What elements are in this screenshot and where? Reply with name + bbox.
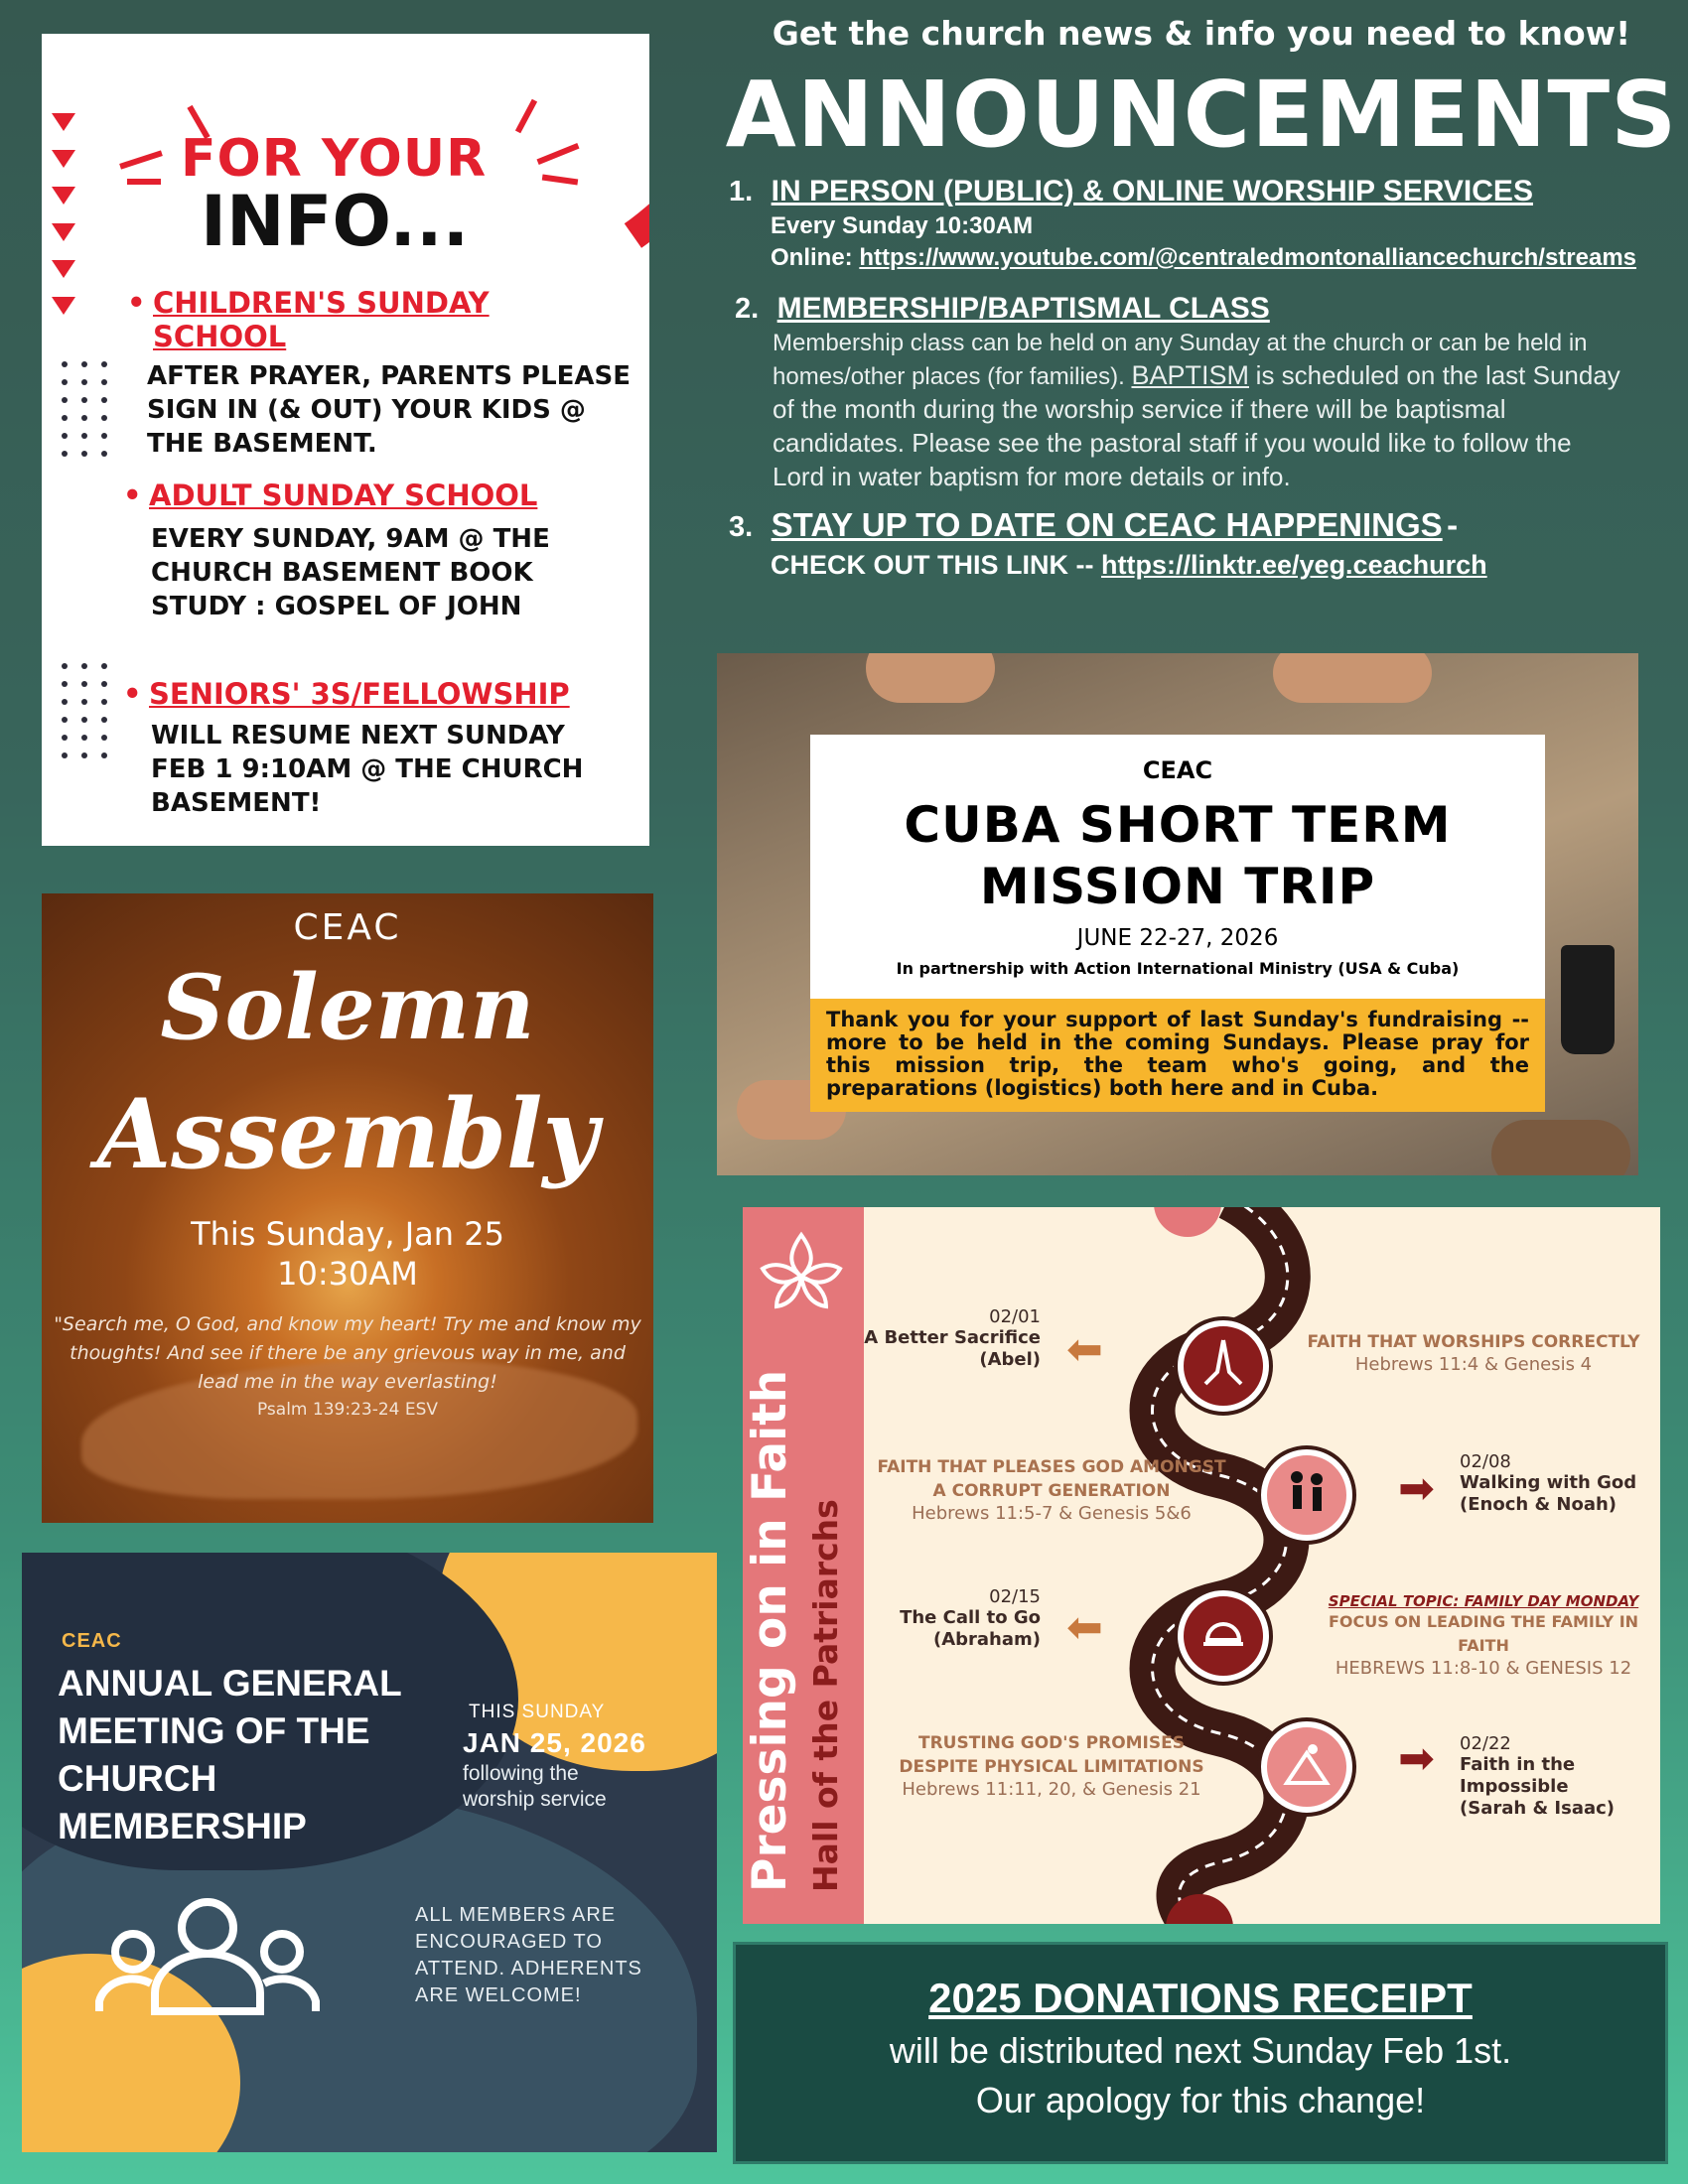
agm-org: CEAC — [62, 1630, 122, 1652]
special-topic: SPECIAL TOPIC: FAMILY DAY MONDAY — [1328, 1592, 1639, 1610]
info-body-children: AFTER PRAYER, PARENTS PLEASE SIGN IN (& OUT) YOUR KIDS @ THE BASEMENT. — [147, 361, 632, 459]
info-body-adult: EVERY SUNDAY, 9AM @ THE CHURCH BASEMENT BOOK STUDY : GOSPEL OF JOHN — [151, 524, 550, 621]
announcement-item-2 — [735, 292, 1628, 494]
photo-hand — [1273, 653, 1432, 703]
solemn-verse-ref: Psalm 139:23-24 ESV — [256, 1400, 439, 1420]
patriarchs-subtitle: Hall of the Patriarchs — [806, 1499, 845, 1892]
info-title-top: FOR YOUR — [181, 129, 488, 189]
agm-note: ALL MEMBERS ARE ENCOURAGED TO ATTEND. ADHERENTS ARE WELCOME! — [415, 1904, 642, 2006]
stop-1-right: FAITH THAT WORSHIPS CORRECTLY Hebrews 11:4 & Genesis 4 — [1307, 1332, 1640, 1375]
membership-text: Membership class can be held on any Sunday at the church or can be held in homes/other places (for families). BAPTISM is scheduled on the last Sunday of the month during the worship service if there will be baptismal candidates. Please see the pastoral staff if you would like to follow the Lord in water baptism for more details or info. — [773, 330, 1620, 491]
triangle-markers — [52, 113, 75, 334]
announcement-item-3: 3. STAY UP TO DATE ON CEAC HAPPENINGS - CHECK OUT THIS LINK -- https://linktr.ee/yeg.ceachurch — [729, 506, 1487, 580]
climbing-icon — [1261, 1721, 1352, 1813]
stop-3-right: SPECIAL TOPIC: FAMILY DAY MONDAY FOCUS ON LEADING THE FAMILY IN FAITH HEBREWS 11:8-10 & GENESIS 12 — [1305, 1592, 1660, 1679]
stop-1-left: 02/01 A Better Sacrifice (Abel) — [864, 1306, 1041, 1370]
donations-line1: will be distributed next Sunday Feb 1st. — [889, 2030, 1512, 2071]
solemn-verse: "Search me, O God, and know my heart! Try me and know my thoughts! And see if there be any grievous way in me, and lead me in the way everlasting! — [54, 1313, 641, 1393]
patriarchs-title: Pressing on in Faith — [743, 1369, 797, 1892]
cuba-title-line2: MISSION TRIP — [979, 858, 1376, 915]
solemn-date: This Sunday, Jan 25 — [191, 1215, 504, 1253]
praying-hands-icon — [1178, 1320, 1269, 1412]
cuba-org: CEAC — [1142, 756, 1213, 784]
stop-3-left: 02/15 The Call to Go (Abraham) — [900, 1586, 1041, 1650]
photo-hand — [1491, 1120, 1630, 1175]
arrow-right-icon: ➡ — [1398, 1734, 1435, 1783]
announcements-tagline: Get the church news & info you need to know! — [772, 14, 1631, 53]
stop-2-left: FAITH THAT PLEASES GOD AMONGST A CORRUPT GENERATION Hebrews 11:5-7 & Genesis 5&6 — [877, 1457, 1226, 1524]
online-label: Online: — [771, 244, 853, 271]
walking-people-icon — [1261, 1449, 1352, 1541]
cuba-mission-card — [717, 653, 1638, 1175]
dot-grid-decoration — [62, 361, 107, 457]
info-card — [42, 34, 649, 846]
donations-card — [733, 1942, 1668, 2164]
announcement-heading: IN PERSON (PUBLIC) & ONLINE WORSHIP SERVICES — [771, 175, 1533, 207]
announcement-number: 2. — [735, 293, 760, 325]
info-title-bottom: INFO... — [201, 181, 470, 262]
check-link-label: CHECK OUT THIS LINK -- — [771, 550, 1094, 580]
baptism-word: BAPTISM — [1131, 360, 1249, 390]
announcement-number: 3. — [729, 511, 754, 543]
cuba-fundraising-note: Thank you for your support of last Sunday's fundraising -- more to be held in the coming Sundays. Please pray for this mission trip, the team who's going, and the preparations (logistics) both here and in Cuba. — [810, 999, 1545, 1112]
announcement-heading: MEMBERSHIP/BAPTISMAL CLASS — [776, 292, 1270, 325]
announcement-item-1 — [729, 175, 1672, 272]
cuba-title-line1: CUBA SHORT TERM — [904, 796, 1452, 854]
info-body-seniors: WILL RESUME NEXT SUNDAY FEB 1 9:10AM @ THE CHURCH BASEMENT! — [151, 721, 584, 818]
patriarchs-card — [743, 1207, 1660, 1924]
youtube-link[interactable]: https://www.youtube.com/@centraledmontonalliancechurch/streams — [859, 244, 1637, 271]
cuba-partner: In partnership with Action International Ministry (USA & Cuba) — [896, 959, 1460, 978]
announcement-number: 1. — [729, 176, 754, 207]
burst-line — [119, 150, 163, 169]
people-group-icon — [93, 1890, 322, 2019]
agm-title: ANNUAL GENERAL MEETING OF THE CHURCH MEMBERSHIP — [58, 1663, 402, 1846]
dot-grid-decoration — [62, 663, 107, 758]
agm-date: JAN 25, 2026 — [463, 1727, 646, 1758]
service-time: Every Sunday 10:30AM — [771, 212, 1034, 239]
coffee-cup-image — [1561, 945, 1615, 1054]
solemn-title-line2: Assembly — [96, 1078, 599, 1190]
announcement-heading: STAY UP TO DATE ON CEAC HAPPENINGS — [771, 506, 1443, 543]
stop-4-left: TRUSTING GOD'S PROMISES DESPITE PHYSICAL LIMITATIONS Hebrews 11:11, 20, & Genesis 21 — [899, 1733, 1204, 1800]
solemn-org: CEAC — [293, 907, 402, 948]
info-heading-seniors: • SENIORS' 3S/FELLOWSHIP — [149, 677, 626, 711]
burst-line — [127, 179, 161, 185]
phone-call-icon — [1178, 1590, 1269, 1682]
linktree-link[interactable]: https://linktr.ee/yeg.ceachurch — [1101, 550, 1487, 580]
cuba-dates: JUNE 22-27, 2026 — [1076, 925, 1279, 951]
agm-card — [22, 1553, 717, 2152]
stop-4-right: 02/22 Faith in the Impossible (Sarah & Isaac) — [1460, 1733, 1616, 1819]
agm-when-note: following the worship service — [463, 1762, 607, 1811]
stop-2-right: 02/08 Walking with God (Enoch & Noah) — [1460, 1451, 1637, 1515]
donations-title: 2025 DONATIONS RECEIPT — [928, 1975, 1473, 2021]
announcements-title: ANNOUNCEMENTS — [725, 62, 1678, 168]
solemn-title-line1: Solemn — [160, 955, 535, 1060]
photo-hand — [866, 653, 995, 703]
donations-line2: Our apology for this change! — [975, 2080, 1426, 2120]
winding-road — [1110, 1207, 1329, 1924]
solemn-assembly-card — [42, 893, 653, 1523]
arrow-left-icon: ⬅ — [1066, 1325, 1103, 1374]
arrow-left-icon: ⬅ — [1066, 1603, 1103, 1652]
arrow-right-icon: ➡ — [1398, 1464, 1435, 1513]
agm-when-label: THIS SUNDAY — [469, 1702, 606, 1722]
info-heading-adult: • ADULT SUNDAY SCHOOL — [149, 478, 626, 512]
info-heading-children: • CHILDREN'S SUNDAY SCHOOL — [153, 286, 590, 353]
solemn-time: 10:30AM — [277, 1255, 418, 1293]
